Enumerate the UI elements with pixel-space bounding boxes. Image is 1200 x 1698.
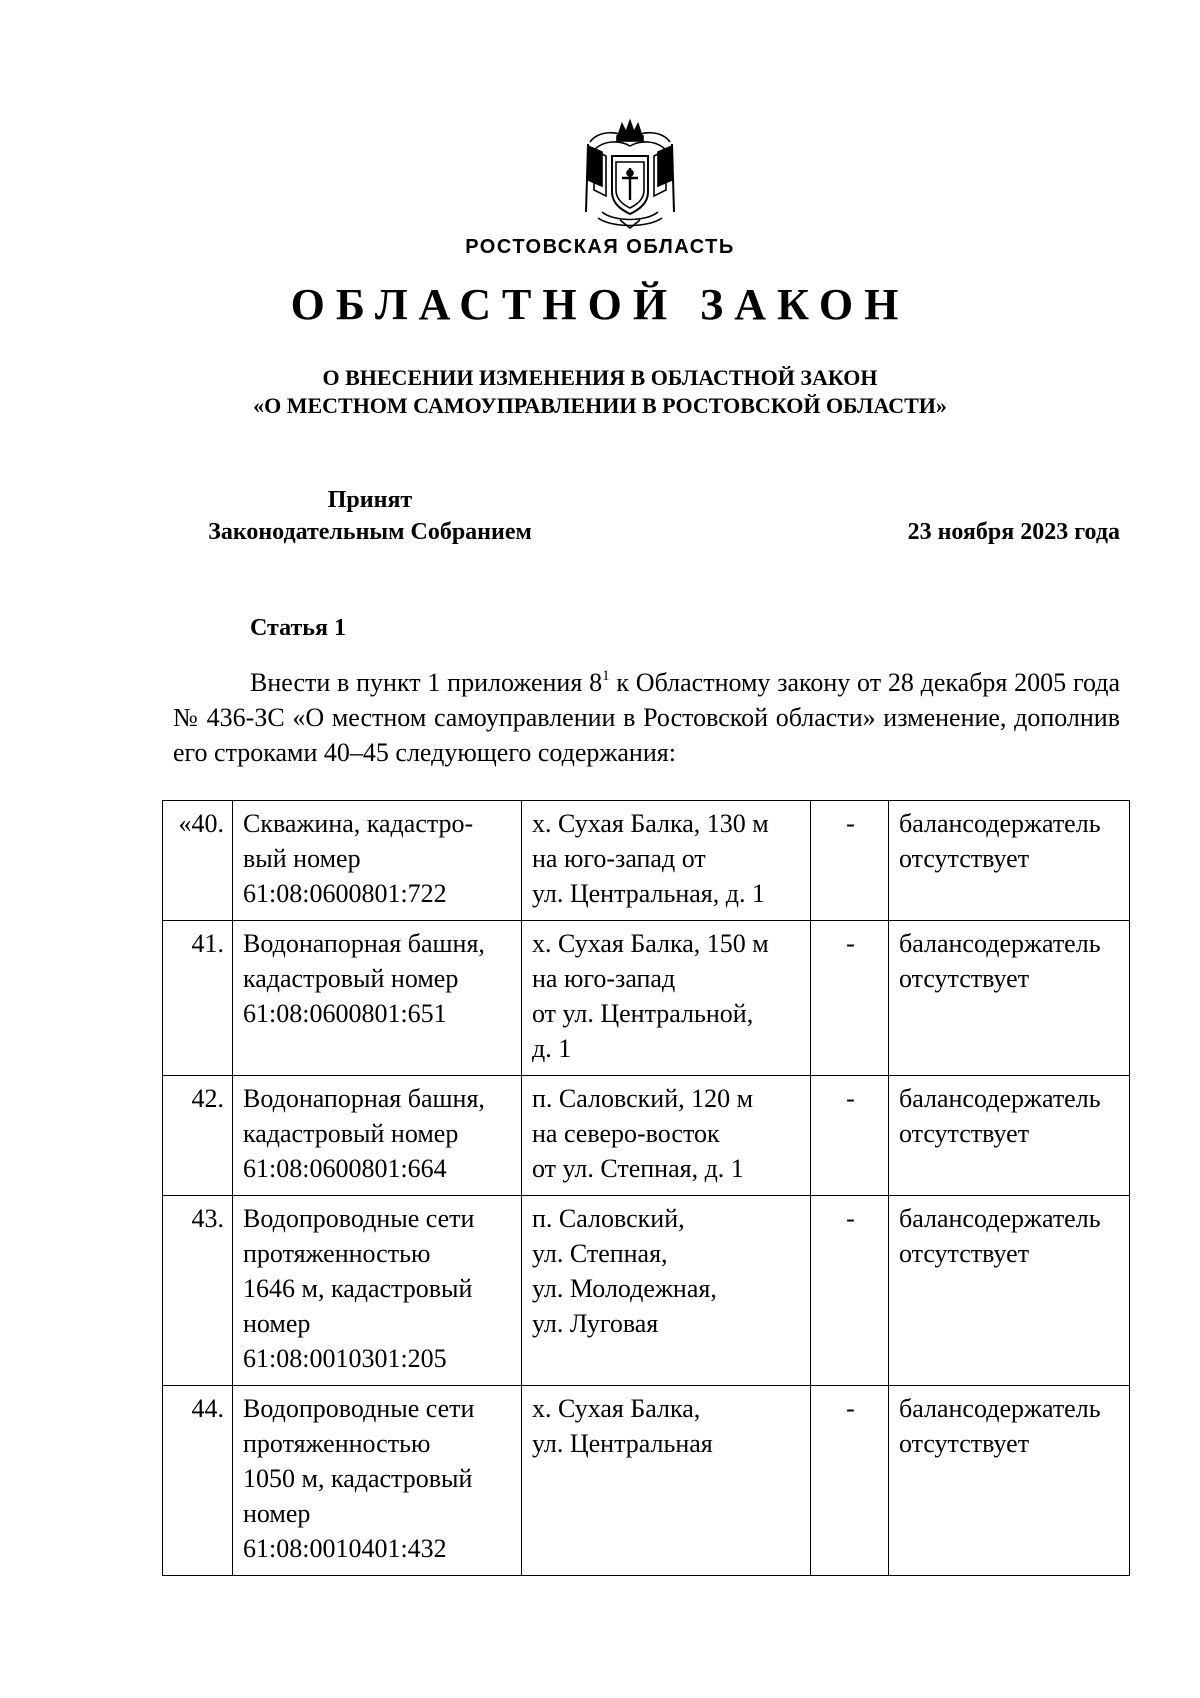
object-address-line: от ул. Степная, д. 1 xyxy=(532,1154,744,1183)
object-name-line: кадастровый номер xyxy=(243,1119,459,1148)
object-name-line: Скважина, кадастро- xyxy=(243,809,474,838)
adopted-label: Принят xyxy=(327,487,413,513)
object-name-line: Водопроводные сети xyxy=(243,1394,475,1423)
object-address-cell xyxy=(522,921,811,1076)
coat-of-arms-emblem xyxy=(580,116,680,232)
object-name-cell xyxy=(233,801,522,921)
object-name-line: протяженностью xyxy=(243,1429,431,1458)
article-heading: Статья 1 xyxy=(250,615,346,641)
document-type-title: ОБЛАСТНОЙ ЗАКОН xyxy=(290,280,910,329)
object-name-line: номер xyxy=(243,1309,311,1338)
holder-cell xyxy=(889,1196,1130,1386)
object-address-line: п. Саловский, xyxy=(532,1204,685,1233)
holder-line: балансодержатель xyxy=(899,1394,1101,1423)
object-address-line: на юго-запад от xyxy=(532,844,706,873)
holder-line: отсутствует xyxy=(899,1119,1030,1148)
object-address-line: х. Сухая Балка, xyxy=(532,1394,701,1423)
empty-value-cell: - xyxy=(811,801,889,921)
object-address-line: на юго-запад xyxy=(532,964,676,993)
law-subtitle xyxy=(0,364,1200,420)
object-name-line: 61:08:0600801:722 xyxy=(243,879,447,908)
object-address-cell xyxy=(522,801,811,921)
object-name-cell xyxy=(233,1076,522,1196)
article-superscript: 1 xyxy=(602,668,610,684)
holder-cell xyxy=(889,1076,1130,1196)
object-name-line: 61:08:0010301:205 xyxy=(243,1344,447,1373)
adopting-body: Законодательным Собранием xyxy=(208,519,532,545)
row-number-cell: «40. xyxy=(163,801,233,921)
holder-cell xyxy=(889,1386,1130,1576)
object-address-line: на северо-восток xyxy=(532,1119,720,1148)
empty-value-cell: - xyxy=(811,921,889,1076)
object-name-line: 61:08:0010401:432 xyxy=(243,1534,447,1563)
object-name-cell xyxy=(233,1386,522,1576)
holder-line: отсутствует xyxy=(899,844,1030,873)
empty-value-cell: - xyxy=(811,1386,889,1576)
objects-table xyxy=(162,800,1130,1576)
empty-value-cell: - xyxy=(811,1196,889,1386)
object-name-cell xyxy=(233,1196,522,1386)
empty-value-cell: - xyxy=(811,1076,889,1196)
subtitle-line: О ВНЕСЕНИИ ИЗМЕНЕНИЯ В ОБЛАСТНОЙ ЗАКОН xyxy=(322,365,878,390)
object-address-line: ул. Луговая xyxy=(532,1309,659,1338)
object-name-line: Водопроводные сети xyxy=(243,1204,475,1233)
holder-line: отсутствует xyxy=(899,964,1030,993)
holder-line: отсутствует xyxy=(899,1429,1030,1458)
object-address-cell xyxy=(522,1386,811,1576)
object-name-line: Водонапорная башня, xyxy=(243,929,485,958)
holder-line: отсутствует xyxy=(899,1239,1030,1268)
holder-line: балансодержатель xyxy=(899,809,1101,838)
row-number-cell: 44. xyxy=(163,1386,233,1576)
object-name-line: номер xyxy=(243,1499,311,1528)
object-address-line: ул. Молодежная, xyxy=(532,1274,717,1303)
adoption-date: 23 ноября 2023 года xyxy=(907,519,1120,545)
holder-line: балансодержатель xyxy=(899,1084,1101,1113)
subtitle-line: «О МЕСТНОМ САМОУПРАВЛЕНИИ В РОСТОВСКОЙ ОБЛАСТИ» xyxy=(253,393,947,418)
object-name-cell xyxy=(233,921,522,1076)
object-name-line: 61:08:0600801:664 xyxy=(243,1154,447,1183)
holder-line: балансодержатель xyxy=(899,929,1101,958)
article-text-after: к Областному закону от 28 декабря 2005 года № 436-ЗС «О местном самоуправлении в Ростовской области» изменение, дополнив его строками 40–45 следующего содержания: xyxy=(173,668,1120,767)
object-address-line: ул. Центральная xyxy=(532,1429,713,1458)
object-name-line: 1646 м, кадастровый xyxy=(243,1274,473,1303)
object-address-line: д. 1 xyxy=(532,1034,572,1063)
table-row xyxy=(163,921,1130,1076)
object-name-line: вый номер xyxy=(243,844,361,873)
row-number-cell: 41. xyxy=(163,921,233,1076)
object-address-line: ул. Степная, xyxy=(532,1239,668,1268)
article-body xyxy=(173,665,1120,770)
holder-line: балансодержатель xyxy=(899,1204,1101,1233)
object-address-cell xyxy=(522,1076,811,1196)
row-number-cell: 42. xyxy=(163,1076,233,1196)
holder-cell xyxy=(889,921,1130,1076)
object-name-line: Водонапорная башня, xyxy=(243,1084,485,1113)
adopted-by-block xyxy=(150,484,590,548)
object-name-line: протяженностью xyxy=(243,1239,431,1268)
object-address-line: ул. Центральная, д. 1 xyxy=(532,879,765,908)
holder-cell xyxy=(889,801,1130,921)
table-row xyxy=(163,1196,1130,1386)
object-address-line: х. Сухая Балка, 150 м xyxy=(532,929,769,958)
object-address-line: от ул. Центральной, xyxy=(532,999,754,1028)
object-name-line: кадастровый номер xyxy=(243,964,459,993)
row-number-cell: 43. xyxy=(163,1196,233,1386)
region-name: РОСТОВСКАЯ ОБЛАСТЬ xyxy=(465,236,735,258)
table-row xyxy=(163,1386,1130,1576)
object-address-cell xyxy=(522,1196,811,1386)
article-paragraph xyxy=(173,665,1120,770)
object-address-line: х. Сухая Балка, 130 м xyxy=(532,809,769,838)
object-name-line: 1050 м, кадастровый xyxy=(243,1464,473,1493)
table-row xyxy=(163,1076,1130,1196)
article-text-before: Внести в пункт 1 приложения 8 xyxy=(250,668,603,697)
object-address-line: п. Саловский, 120 м xyxy=(532,1084,754,1113)
object-name-line: 61:08:0600801:651 xyxy=(243,999,447,1028)
table-row xyxy=(163,801,1130,921)
